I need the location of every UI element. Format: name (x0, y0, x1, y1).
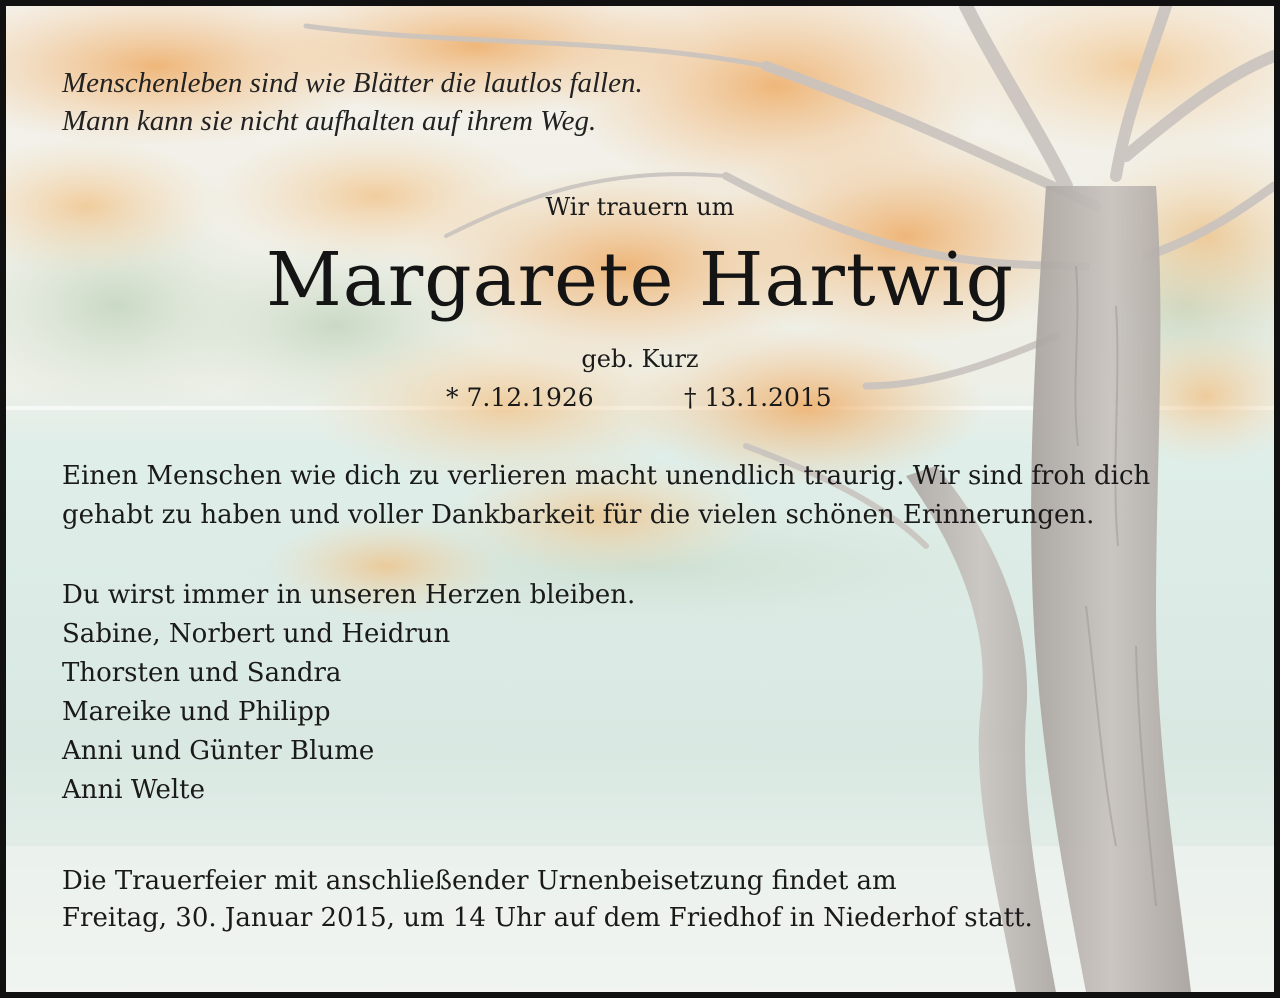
family-signatures (62, 576, 635, 810)
ceremony-line: Die Trauerfeier mit anschließender Urnenbeisetzung findet am (62, 866, 897, 896)
ceremony-line: Freitag, 30. Januar 2015, um 14 Uhr auf dem Friedhof in Niederhof statt. (62, 903, 1033, 933)
family-line: Sabine, Norbert und Heidrun (62, 619, 451, 649)
quote-line: Mann kann sie nicht aufhalten auf ihrem Weg. (62, 105, 597, 137)
mourning-intro: Wir trauern um (545, 193, 735, 221)
family-line: Anni Welte (62, 775, 205, 805)
birth-date: * 7.12.1926 (446, 383, 594, 412)
funeral-notice (62, 863, 1033, 937)
paragraph-line: Einen Menschen wie dich zu verlieren macht unendlich traurig. Wir sind froh dich (62, 461, 1151, 491)
quote-line: Menschenleben sind wie Blätter die lautlos fallen. (62, 67, 643, 99)
family-line: Anni und Günter Blume (62, 736, 375, 766)
maiden-name: geb. Kurz (581, 345, 699, 373)
death-date: † 13.1.2015 (684, 383, 832, 412)
memorial-quote (62, 64, 643, 140)
paragraph-line: gehabt zu haben und voller Dankbarkeit für die vielen schönen Erinnerungen. (62, 500, 1095, 530)
family-line: Thorsten und Sandra (62, 658, 342, 688)
condolence-paragraph (62, 457, 1252, 535)
family-line: Du wirst immer in unseren Herzen bleiben. (62, 580, 636, 610)
family-line: Mareike und Philipp (62, 697, 331, 727)
deceased-name: Margarete Hartwig (265, 237, 1015, 323)
